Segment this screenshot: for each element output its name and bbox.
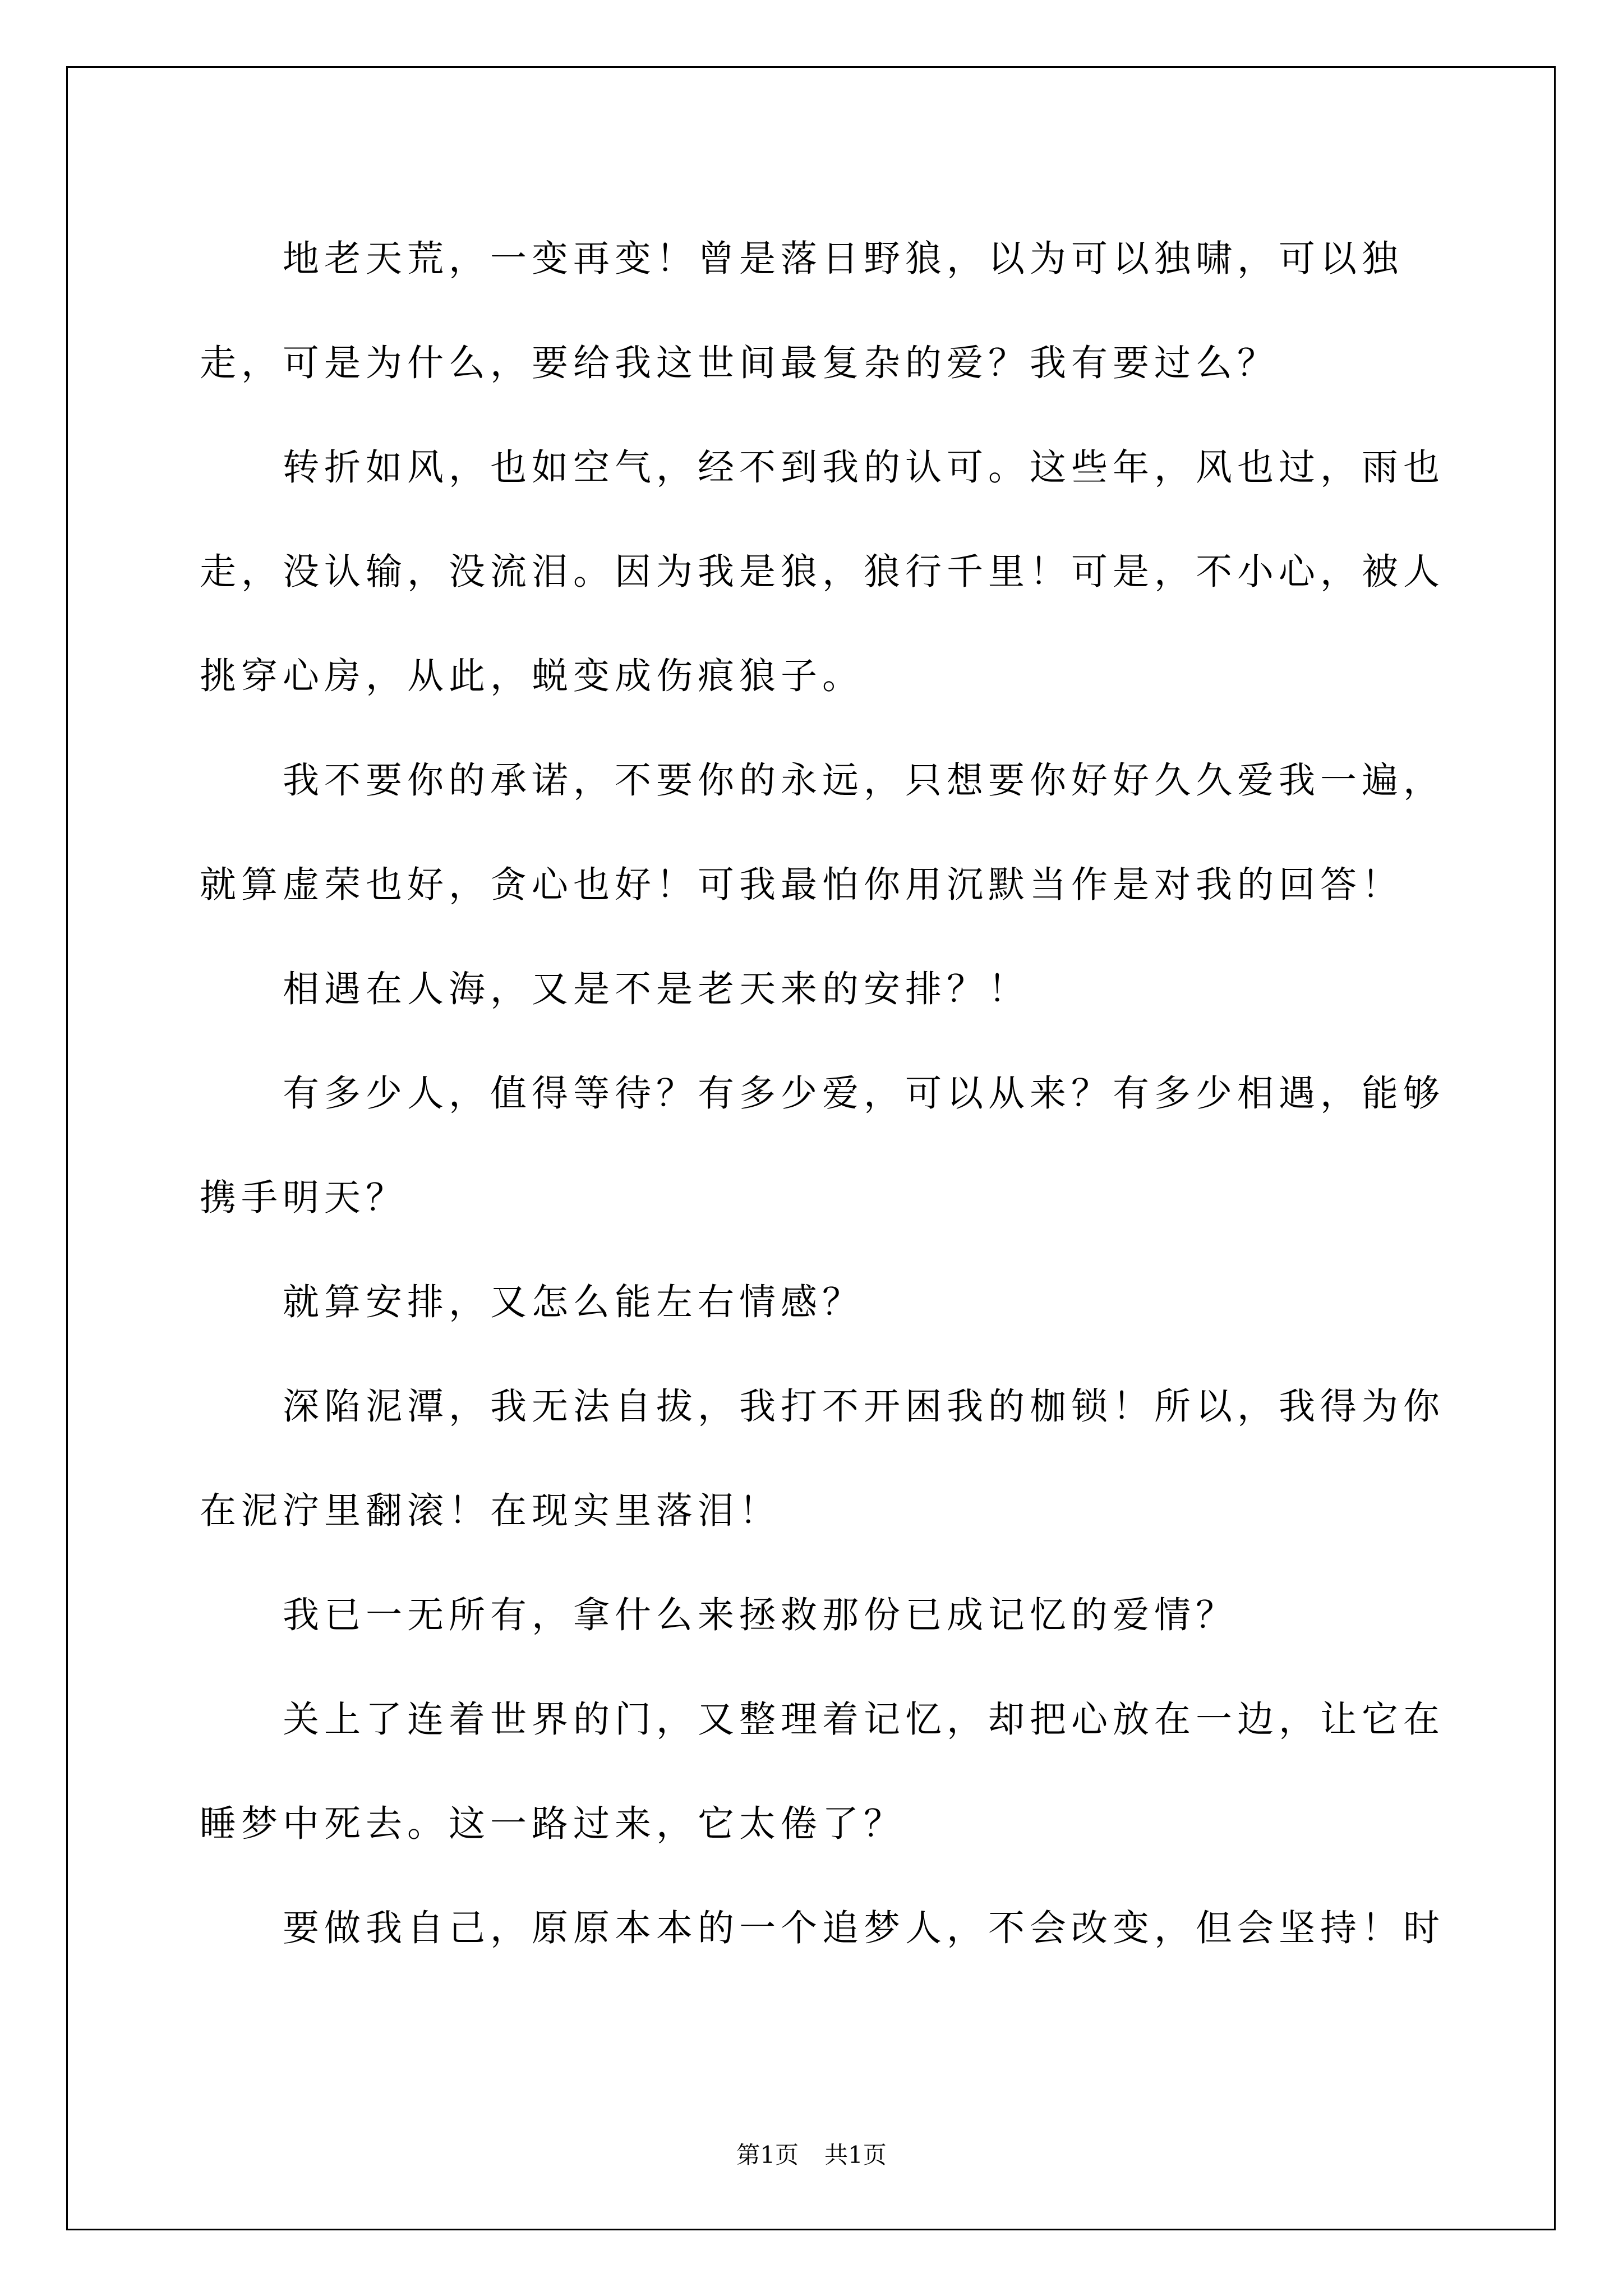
paragraph: 相遇在人海，又是不是老天来的安排？！: [283, 968, 1030, 1010]
paragraph: 地老天荒，一变再变！曾是落日野狼，以为可以独啸，可以独走，可是为什么，要给我这世间最复杂的爱？我有要过么？: [200, 238, 1404, 384]
page-footer: [0, 2138, 1623, 2172]
paragraph: 要做我自己，原原本本的一个追梦人，不会改变，但会坚持！时: [283, 1907, 1445, 1949]
paragraph: 深陷泥潭，我无法自拔，我打不开困我的枷锁！所以，我得为你在泥泞里翻滚！在现实里落泪！: [200, 1386, 1445, 1532]
page-total: 共1页: [824, 2141, 887, 2169]
paragraph: 我不要你的承诺，不要你的永远，只想要你好好久久爱我一遍，就算虚荣也好，贪心也好！可我最怕你用沉默当作是对我的回答！: [200, 760, 1445, 906]
page-number: 第1页: [736, 2141, 799, 2169]
paragraph: 有多少人，值得等待？有多少爱，可以从来？有多少相遇，能够携手明天？: [200, 1073, 1445, 1219]
paragraph: 就算安排，又怎么能左右情感？: [283, 1281, 864, 1323]
paragraph: 我已一无所有，拿什么来拯救那份已成记忆的爱情？: [283, 1594, 1238, 1636]
document-body: [200, 207, 1466, 1981]
paragraph: 关上了连着世界的门，又整理着记忆，却把心放在一边，让它在睡梦中死去。这一路过来，它太倦了？: [200, 1699, 1445, 1845]
paragraph: 转折如风，也如空气，经不到我的认可。这些年，风也过，雨也走，没认输，没流泪。因为我是狼，狼行千里！可是，不小心，被人挑穿心房，从此，蜕变成伤痕狼子。: [200, 447, 1445, 697]
